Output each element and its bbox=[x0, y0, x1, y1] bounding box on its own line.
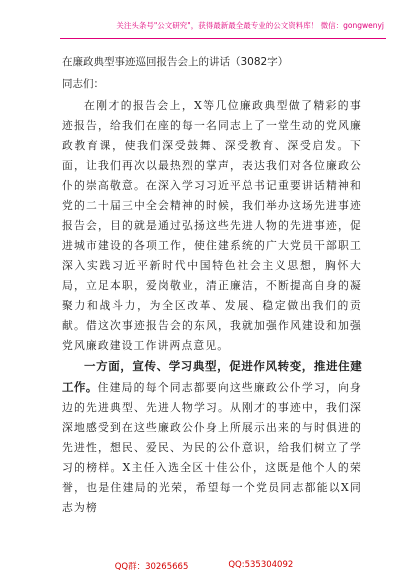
paragraph-2-heading: 一方面，宣传、学习典型，促进作风转变，推进住建工作。 bbox=[62, 359, 362, 394]
header-divider bbox=[60, 38, 386, 39]
salutation: 同志们： bbox=[62, 78, 104, 90]
footer-qq-group: QQ群：30265665 bbox=[114, 562, 189, 572]
document-body bbox=[62, 96, 362, 526]
header-promo-note: 关注头条号"公文研究"，获得最新最全最专业的公文资料库！ 微信：gongwenyj bbox=[116, 21, 384, 30]
footer bbox=[0, 560, 408, 572]
paragraph-2 bbox=[62, 356, 362, 518]
footer-qq: QQ:535304092 bbox=[228, 560, 294, 570]
document-title: 在廉政典型事迹巡回报告会上的讲话（3082字） bbox=[62, 56, 289, 68]
paragraph-1: 在刚才的报告会上，X等几位廉政典型做了精彩的事迹报告，给我们在座的每一名同志上了一堂生动的党风廉政教育课，使我们深受鼓舞、深受教育、深受启发。下面，让我们再次以最热烈的掌声，表达我们对各位廉政公仆的崇高敬意。在深入学习习近平总书记重要讲话精神和党的二十届三中全会精神的时候，我们举办这场先进事迹报告会，目的就是通过弘扬这些先进人物的先进事迹，促进城市建设的各项工作，使住建系统的广大党员干部职工深入实践习近平新时代中国特色社会主义思想，胸怀大局，立足本职，爱岗敬业，清正廉洁，不断提高自身的凝聚力和战斗力，为全区改革、发展、稳定做出我们的贡献。借这次事迹报告会的东风，我就加强作风建设和加强党风廉政建设工作讲两点意见。 bbox=[62, 99, 362, 352]
paragraph-2-text: 住建局的每个同志都要向这些廉政公仆学习，向身边的先进典型、先进人物学习。从刚才的事迹中，我们深深地感受到在这些廉政公仆身上所展示出来的与时俱进的先进性，想民、爱民、为民的公仆意识，给我们树立了学习的榜样。X主任入选全区十佳公仆，这既是他个人的荣誉，也是住建局的光荣，希望每一个党员同志都能以X同志为榜 bbox=[62, 381, 362, 514]
